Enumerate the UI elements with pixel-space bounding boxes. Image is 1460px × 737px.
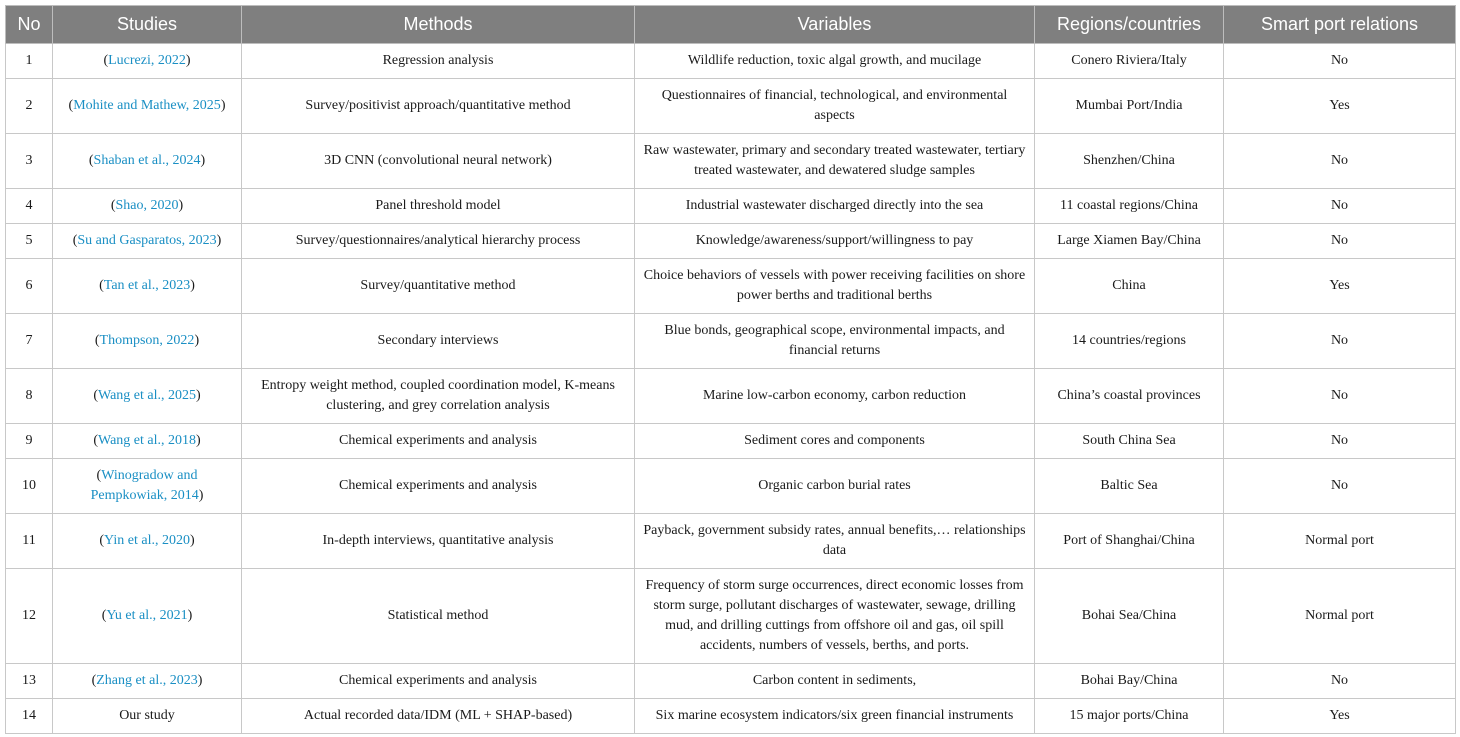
cell-method: In-depth interviews, quantitative analysis: [242, 514, 635, 569]
table-row: [6, 369, 1456, 424]
cell-no: 14: [6, 699, 53, 734]
header-regions: Regions/countries: [1035, 6, 1224, 44]
study-paren-close: ): [196, 433, 201, 448]
cell-smart-port: Normal port: [1224, 514, 1456, 569]
cell-variables: Carbon content in sediments,: [635, 664, 1035, 699]
study-paren-close: ): [197, 673, 203, 688]
cell-region: Large Xiamen Bay/China: [1035, 224, 1224, 259]
cell-smart-port: Yes: [1224, 699, 1456, 734]
study-paren-open: (: [93, 433, 98, 448]
cell-study: [53, 259, 242, 314]
cell-method: Survey/positivist approach/quantitative method: [242, 79, 635, 134]
citation-link[interactable]: Lucrezi, 2022: [108, 53, 186, 68]
table-row: [6, 314, 1456, 369]
cell-no: 4: [6, 189, 53, 224]
study-paren-close: ): [189, 533, 195, 548]
table-row: [6, 259, 1456, 314]
study-paren-close: ): [178, 198, 184, 213]
studies-table: [5, 5, 1456, 734]
cell-variables: Marine low-carbon economy, carbon reduction: [635, 369, 1035, 424]
cell-method: Chemical experiments and analysis: [242, 664, 635, 699]
study-paren-open: (: [96, 468, 102, 483]
cell-no: 12: [6, 569, 53, 664]
study-paren-open: (: [110, 198, 116, 213]
cell-study: [53, 369, 242, 424]
cell-region: Conero Riviera/Italy: [1035, 44, 1224, 79]
citation-link[interactable]: Winogradow and Pempkowiak, 2014: [90, 468, 199, 503]
cell-smart-port: No: [1224, 134, 1456, 189]
header-row: [6, 6, 1456, 44]
cell-method: Actual recorded data/IDM (ML + SHAP-based): [242, 699, 635, 734]
cell-region: 11 coastal regions/China: [1035, 189, 1224, 224]
cell-method: Entropy weight method, coupled coordination model, K-means clustering, and grey correlation analysis: [242, 369, 635, 424]
citation-link[interactable]: Yin et al., 2020: [104, 533, 190, 548]
cell-study: [53, 224, 242, 259]
table-row: [6, 514, 1456, 569]
study-paren-close: ): [194, 333, 200, 348]
cell-study: [53, 569, 242, 664]
study-paren-close: ): [220, 98, 226, 113]
cell-variables: Choice behaviors of vessels with power receiving facilities on shore power berths and traditional berths: [635, 259, 1035, 314]
cell-smart-port: No: [1224, 314, 1456, 369]
cell-variables: Knowledge/awareness/support/willingness to pay: [635, 224, 1035, 259]
header-smart-port: Smart port relations: [1224, 6, 1456, 44]
study-paren-open: (: [88, 153, 94, 168]
cell-smart-port: No: [1224, 369, 1456, 424]
table-row: [6, 664, 1456, 699]
citation-link[interactable]: Su and Gasparatos, 2023: [77, 233, 217, 248]
cell-smart-port: No: [1224, 459, 1456, 514]
cell-variables: Sediment cores and components: [635, 424, 1035, 459]
cell-no: 8: [6, 369, 53, 424]
study-paren-open: (: [68, 98, 74, 113]
citation-link[interactable]: Shao, 2020: [115, 198, 179, 213]
table-row: [6, 224, 1456, 259]
study-paren-close: ): [187, 608, 193, 623]
cell-study: [53, 459, 242, 514]
header-no: No: [6, 6, 53, 44]
cell-no: 11: [6, 514, 53, 569]
cell-no: 9: [6, 424, 53, 459]
cell-region: 14 countries/regions: [1035, 314, 1224, 369]
citation-link[interactable]: Wang et al., 2018: [97, 433, 196, 448]
table-row: [6, 699, 1456, 734]
table-row: [6, 134, 1456, 189]
cell-smart-port: No: [1224, 189, 1456, 224]
table-row: [6, 79, 1456, 134]
study-paren-open: (: [99, 278, 104, 293]
cell-smart-port: No: [1224, 224, 1456, 259]
table-row: [6, 459, 1456, 514]
study-paren-open: (: [94, 333, 100, 348]
cell-variables: Questionnaires of financial, technological, and environmental aspects: [635, 79, 1035, 134]
cell-smart-port: No: [1224, 664, 1456, 699]
citation-link[interactable]: Wang et al., 2025: [97, 388, 196, 403]
cell-method: Survey/questionnaires/analytical hierarchy process: [242, 224, 635, 259]
citation-link[interactable]: Mohite and Mathew, 2025: [73, 98, 221, 113]
cell-smart-port: Yes: [1224, 259, 1456, 314]
cell-method: Regression analysis: [242, 44, 635, 79]
cell-region: China: [1035, 259, 1224, 314]
study-paren-close: ): [216, 233, 222, 248]
cell-variables: Blue bonds, geographical scope, environmental impacts, and financial returns: [635, 314, 1035, 369]
table-row: [6, 44, 1456, 79]
table-row: [6, 189, 1456, 224]
cell-study: [53, 189, 242, 224]
cell-no: 10: [6, 459, 53, 514]
cell-method: 3D CNN (convolutional neural network): [242, 134, 635, 189]
cell-method: Secondary interviews: [242, 314, 635, 369]
study-paren-open: (: [91, 673, 97, 688]
cell-method: Survey/quantitative method: [242, 259, 635, 314]
cell-method: Statistical method: [242, 569, 635, 664]
study-paren-open: (: [72, 233, 78, 248]
cell-region: 15 major ports/China: [1035, 699, 1224, 734]
cell-no: 6: [6, 259, 53, 314]
cell-variables: Raw wastewater, primary and secondary treated wastewater, tertiary treated wastewater, and dewatered sludge samples: [635, 134, 1035, 189]
header-methods: Methods: [242, 6, 635, 44]
study-paren-close: ): [198, 488, 204, 503]
cell-region: Mumbai Port/India: [1035, 79, 1224, 134]
cell-region: Baltic Sea: [1035, 459, 1224, 514]
cell-study: [53, 79, 242, 134]
citation-link[interactable]: Tan et al., 2023: [103, 278, 191, 293]
cell-region: South China Sea: [1035, 424, 1224, 459]
cell-study: Our study: [53, 699, 242, 734]
cell-method: Chemical experiments and analysis: [242, 459, 635, 514]
cell-study: [53, 44, 242, 79]
citation-link[interactable]: Yu et al., 2021: [106, 608, 188, 623]
cell-region: China’s coastal provinces: [1035, 369, 1224, 424]
study-paren-open: (: [103, 53, 109, 68]
header-variables: Variables: [635, 6, 1035, 44]
study-paren-close: ): [196, 388, 201, 403]
cell-method: Chemical experiments and analysis: [242, 424, 635, 459]
cell-no: 13: [6, 664, 53, 699]
cell-variables: Frequency of storm surge occurrences, direct economic losses from storm surge, pollutant discharges of wastewater, sewage, drilling mud, and drilling cuttings from offshore oil and gas, oil spill accidents, numbers of vessels, berths, and ports.: [635, 569, 1035, 664]
cell-study: [53, 424, 242, 459]
cell-no: 1: [6, 44, 53, 79]
study-paren-close: ): [185, 53, 191, 68]
study-paren-open: (: [93, 388, 98, 403]
table-row: [6, 569, 1456, 664]
study-paren-close: ): [190, 278, 195, 293]
cell-no: 3: [6, 134, 53, 189]
cell-study: [53, 134, 242, 189]
cell-region: Shenzhen/China: [1035, 134, 1224, 189]
cell-region: Bohai Sea/China: [1035, 569, 1224, 664]
citation-link[interactable]: Shaban et al., 2024: [93, 153, 201, 168]
cell-variables: Payback, government subsidy rates, annual benefits,… relationships data: [635, 514, 1035, 569]
study-paren-open: (: [99, 533, 105, 548]
study-paren-open: (: [101, 608, 107, 623]
cell-no: 7: [6, 314, 53, 369]
cell-study: [53, 664, 242, 699]
cell-smart-port: No: [1224, 44, 1456, 79]
cell-method: Panel threshold model: [242, 189, 635, 224]
cell-study: [53, 314, 242, 369]
cell-variables: Industrial wastewater discharged directly into the sea: [635, 189, 1035, 224]
cell-variables: Organic carbon burial rates: [635, 459, 1035, 514]
cell-smart-port: No: [1224, 424, 1456, 459]
cell-region: Bohai Bay/China: [1035, 664, 1224, 699]
cell-region: Port of Shanghai/China: [1035, 514, 1224, 569]
cell-no: 2: [6, 79, 53, 134]
citation-link[interactable]: Zhang et al., 2023: [96, 673, 198, 688]
table-row: [6, 424, 1456, 459]
citation-link[interactable]: Thompson, 2022: [99, 333, 195, 348]
cell-smart-port: Yes: [1224, 79, 1456, 134]
cell-smart-port: Normal port: [1224, 569, 1456, 664]
cell-variables: Wildlife reduction, toxic algal growth, and mucilage: [635, 44, 1035, 79]
study-paren-close: ): [200, 153, 206, 168]
cell-study: [53, 514, 242, 569]
cell-no: 5: [6, 224, 53, 259]
cell-variables: Six marine ecosystem indicators/six green financial instruments: [635, 699, 1035, 734]
header-studies: Studies: [53, 6, 242, 44]
